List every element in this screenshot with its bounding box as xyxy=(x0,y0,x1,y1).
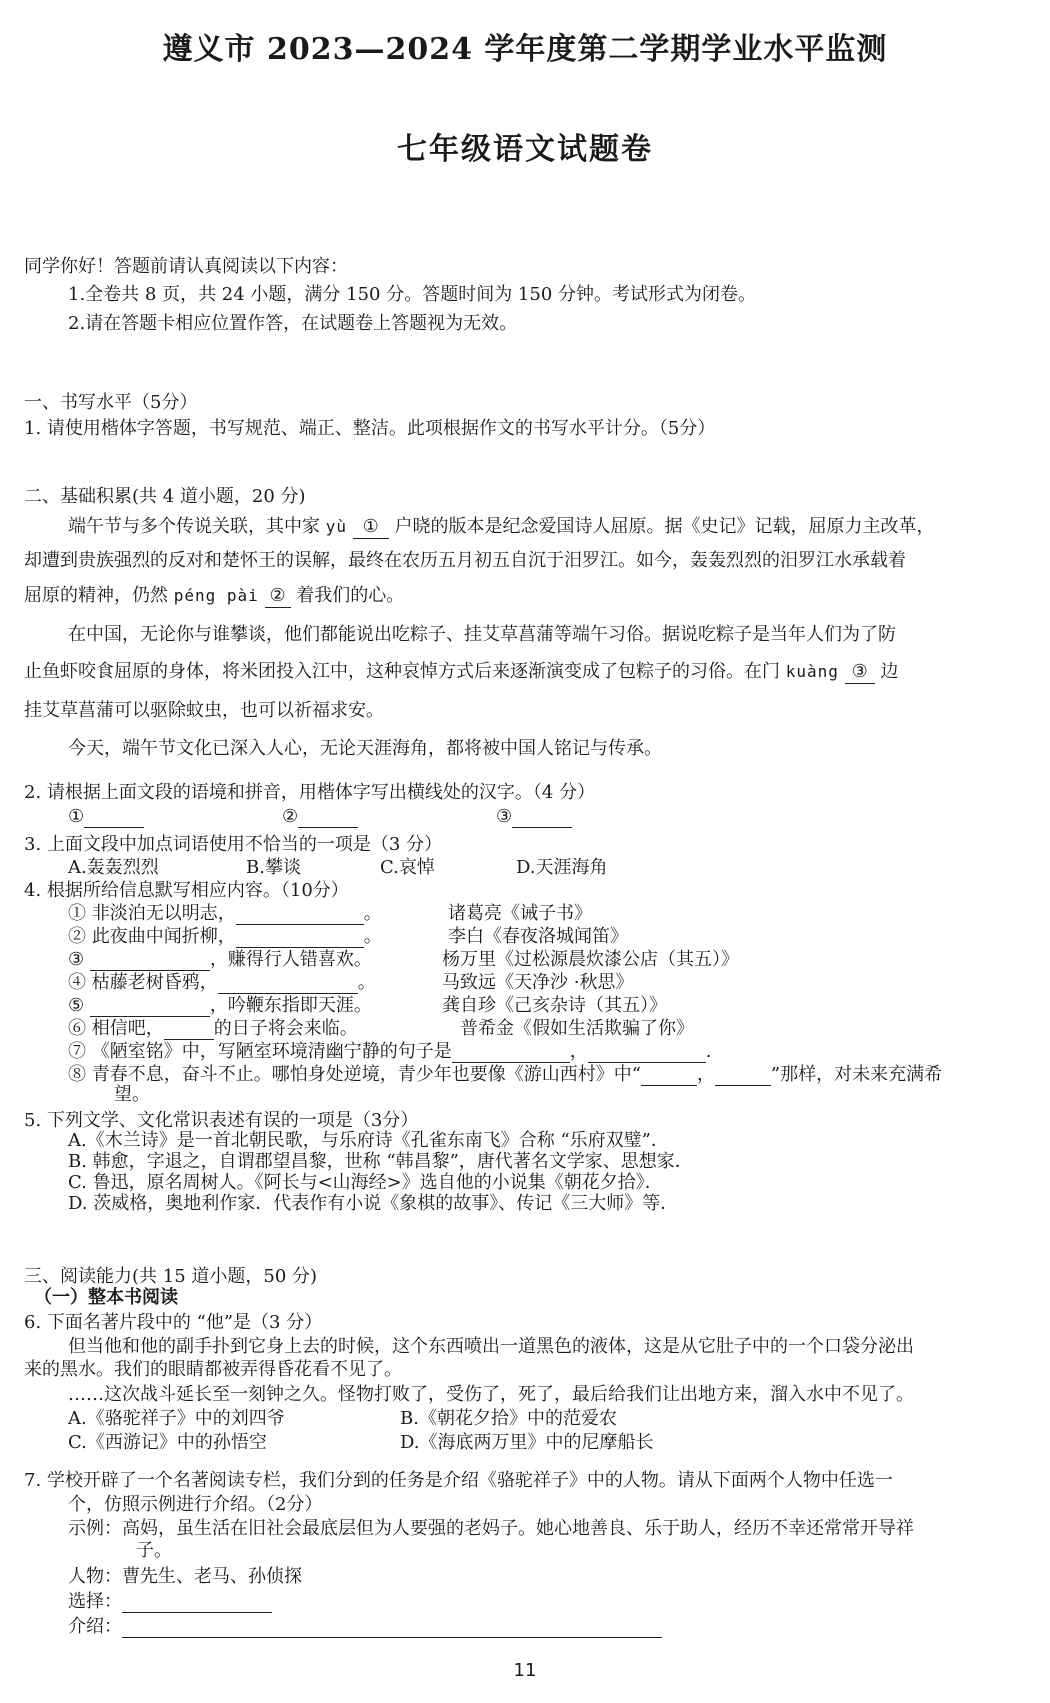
answer-line xyxy=(218,975,358,994)
item-text: ，赚得行人错喜欢。 xyxy=(209,949,372,970)
pinyin-blank-1: yù xyxy=(325,517,347,536)
q4-item-6 xyxy=(68,1018,358,1040)
passage-text: 着我们的心。 xyxy=(296,585,405,606)
passage-text: 户晓的版本是纪念爱国诗人屈原。据《史记》记载，屈原力主改革， xyxy=(394,516,935,537)
answer-line xyxy=(512,809,572,828)
q4-item-3 xyxy=(68,949,372,971)
item-text: ，吟鞭东指即天涯。 xyxy=(209,995,372,1016)
pinyin-blank-2: péng pài xyxy=(173,586,259,605)
pinyin-blank-3: kuàng xyxy=(785,662,839,681)
item-text: 相信吧， xyxy=(91,1018,164,1039)
q3-option-c: C.哀悼 xyxy=(380,857,435,878)
item-number: ⑥ xyxy=(68,1018,86,1039)
blank-2-marker: ② xyxy=(265,585,291,608)
passage-para1-line1 xyxy=(68,516,934,539)
q6-option-c: C.《西游记》中的孙悟空 xyxy=(68,1432,267,1453)
q3-option-b: B.攀谈 xyxy=(246,857,301,878)
q6-option-a: A.《骆驼祥子》中的刘四爷 xyxy=(68,1408,285,1429)
answer-line xyxy=(236,929,364,948)
passage-text: 边 xyxy=(880,661,899,682)
q6-option-d: D.《海底两万里》中的尼摩船长 xyxy=(400,1432,654,1453)
item-text: 。 xyxy=(357,972,376,993)
choose-label: 选择： xyxy=(68,1591,122,1612)
q5-option-d: D. 茨威格，奥地利作家．代表作有小说《象棋的故事》、传记《三大师》等． xyxy=(68,1193,679,1214)
answer-line xyxy=(84,809,144,828)
q4-item-8: ⑧ 青春不息，奋斗不止。哪怕身处逆境，青少年也要像《游山西村》中“ ， ”那样，对未来充满希 xyxy=(68,1064,943,1085)
notice-item-2: 2.请在答题卡相应位置作答，在试题卷上答题视为无效。 xyxy=(68,313,518,334)
q4-source-1: 诸葛亮《诫子书》 xyxy=(448,903,592,924)
page-number: 11 xyxy=(513,1660,537,1681)
subsection-whole-book-reading: （一）整本书阅读 xyxy=(34,1287,178,1308)
q3-option-d: D.天涯海角 xyxy=(516,857,608,878)
q4-source-6: 普希金《假如生活欺骗了你》 xyxy=(460,1018,694,1039)
section-2-heading: 二、基础积累(共 4 道小题，20 分) xyxy=(24,486,306,507)
question-6: 6. 下面名著片段中的 “他”是（3 分） xyxy=(24,1312,323,1333)
notice-item-1: 1.全卷共 8 页，共 24 小题，满分 150 分。答题时间为 150 分钟。考试形式为闭卷。 xyxy=(68,284,757,305)
question-1: 1. 请使用楷体字答题，书写规范、端正、整洁。此项根据作文的书写水平计分。（5分） xyxy=(24,418,716,439)
blank-3-marker: ③ xyxy=(845,661,875,684)
question-3: 3. 上面文段中加点词语使用不恰当的一项是（3 分） xyxy=(24,834,443,855)
item-text: 此夜曲中闻折柳， xyxy=(91,926,236,947)
q4-item-7: ⑦ 《陋室铭》中，写陋室环境清幽宁静的句子是 ， . xyxy=(68,1041,712,1062)
answer-line xyxy=(298,809,358,828)
q2-label-3: ③ xyxy=(496,806,513,827)
q2-label-1: ① xyxy=(68,806,85,827)
item-text: 非淡泊无以明志， xyxy=(91,903,236,924)
answer-line xyxy=(90,998,210,1017)
passage-para1-line2: 却遭到贵族强烈的反对和楚怀王的误解，最终在农历五月初五自沉于汨罗江。如今，轰轰烈烈的汨罗江水承载着 xyxy=(24,550,906,571)
q7-intro xyxy=(68,1616,662,1638)
passage-para2-line2 xyxy=(24,661,898,684)
question-4: 4. 根据所给信息默写相应内容。（10分） xyxy=(24,880,349,901)
item-text: 的日子将会来临。 xyxy=(213,1018,358,1039)
passage-text: 屈原的精神，仍然 xyxy=(24,585,168,606)
q4-item-8-cont: 望。 xyxy=(114,1084,150,1105)
passage-para2-line3: 挂艾草菖蒲可以驱除蚊虫，也可以祈福求安。 xyxy=(24,700,384,721)
exam-subtitle: 七年级语文试题卷 xyxy=(397,132,653,167)
passage-text: 端午节与多个传说关联，其中家 xyxy=(68,516,320,537)
intro-label: 介绍： xyxy=(68,1616,122,1637)
q7-people: 人物：曹先生、老马、孙侦探 xyxy=(68,1566,302,1587)
q2-answer-2 xyxy=(282,806,358,828)
item-number: ① xyxy=(68,903,86,924)
q3-option-a: A.轰轰烈烈 xyxy=(68,857,159,878)
item-number: ⑤ xyxy=(68,995,85,1016)
section-3-heading: 三、阅读能力(共 15 道小题，50 分) xyxy=(24,1266,318,1287)
q4-source-2: 李白《春夜洛城闻笛》 xyxy=(448,926,628,947)
answer-line xyxy=(452,1044,570,1063)
passage-para2-line1: 在中国，无论你与谁攀谈，他们都能说出吃粽子、挂艾草菖蒲等端午习俗。据说吃粽子是当年人们为了防 xyxy=(68,624,896,645)
passage-para3: 今天，端午节文化已深入人心，无论天涯海角，都将被中国人铭记与传承。 xyxy=(68,738,662,759)
q6-option-b: B.《朝花夕拾》中的范爱农 xyxy=(400,1408,617,1429)
question-7-line2: 个，仿照示例进行介绍。（2分） xyxy=(68,1494,323,1515)
q5-option-c: C. 鲁迅，原名周树人。《阿长与<山海经>》选自他的小说集《朝花夕拾》． xyxy=(68,1172,663,1193)
question-2: 2. 请根据上面文段的语境和拼音，用楷体字写出横线处的汉字。（4 分） xyxy=(24,782,596,803)
q4-item-4 xyxy=(68,972,376,994)
answer-line xyxy=(715,1067,771,1086)
exam-title: 遵义市 2023—2024 学年度第二学期学业水平监测 xyxy=(162,32,888,67)
q7-example-line2: 子。 xyxy=(136,1540,172,1561)
q4-source-3: 杨万里《过松源晨炊漆公店（其五）》 xyxy=(442,949,739,970)
q4-item-1 xyxy=(68,903,382,925)
q6-excerpt-line2: 来的黑水。我们的眼睛都被弄得昏花看不见了。 xyxy=(24,1359,402,1380)
item-text: ⑧ 青春不息，奋斗不止。哪怕身处逆境，青少年也要像《游山西村》中“ xyxy=(68,1064,641,1085)
answer-line xyxy=(90,952,210,971)
q5-option-a: A.《木兰诗》是一首北朝民歌，与乐府诗《孔雀东南飞》合称 “乐府双璧”． xyxy=(68,1130,669,1151)
passage-para1-line3 xyxy=(24,585,404,608)
blank-1-marker: ① xyxy=(353,516,389,539)
passage-text: 止鱼虾咬食屈原的身体，将米团投入江中，这种哀悼方式后来逐渐演变成了包粽子的习俗。在门 xyxy=(24,661,780,682)
q2-answer-3 xyxy=(496,806,572,828)
answer-line xyxy=(164,1021,214,1040)
item-text: 枯藤老树昏鸦， xyxy=(91,972,218,993)
item-number: ③ xyxy=(68,949,85,970)
item-number: ② xyxy=(68,926,86,947)
answer-line xyxy=(588,1044,706,1063)
q6-excerpt-line3: ……这次战斗延长至一刻钟之久。怪物打败了，受伤了，死了，最后给我们让出地方来，溜入水中不见了。 xyxy=(68,1384,914,1405)
answer-line xyxy=(641,1067,697,1086)
q7-example-line1: 示例：高妈，虽生活在旧社会最底层但为人要强的老妈子。她心地善良、乐于助人，经历不幸还常常开导祥 xyxy=(68,1518,914,1539)
q2-answer-1 xyxy=(68,806,144,828)
item-text: ⑦ 《陋室铭》中，写陋室环境清幽宁静的句子是 xyxy=(68,1041,452,1062)
q4-item-5 xyxy=(68,995,372,1017)
notice-greeting: 同学你好！答题前请认真阅读以下内容： xyxy=(24,256,348,277)
item-text: ”那样，对未来充满希 xyxy=(770,1064,943,1085)
q4-item-2 xyxy=(68,926,382,948)
item-text: 。 xyxy=(363,903,382,924)
choose-answer-line xyxy=(122,1594,272,1613)
section-1-heading: 一、书写水平（5分） xyxy=(24,392,198,413)
answer-line xyxy=(236,906,364,925)
q4-source-5: 龚自珍《己亥杂诗（其五）》 xyxy=(442,995,667,1016)
question-5: 5. 下列文学、文化常识表述有误的一项是（3分） xyxy=(24,1110,419,1131)
q7-choose xyxy=(68,1591,272,1613)
q2-label-2: ② xyxy=(282,806,299,827)
q4-source-4: 马致远《天净沙 ·秋思》 xyxy=(442,972,634,993)
q5-option-b: B. 韩愈，字退之，自谓郡望昌黎，世称 “韩昌黎”，唐代著名文学家、思想家． xyxy=(68,1151,693,1172)
item-text: 。 xyxy=(363,926,382,947)
item-number: ④ xyxy=(68,972,86,993)
intro-answer-line xyxy=(122,1619,662,1638)
q6-excerpt-line1: 但当他和他的副手扑到它身上去的时候，这个东西喷出一道黑色的液体，这是从它肚子中的一个口袋分泌出 xyxy=(68,1336,914,1357)
question-7-line1: 7. 学校开辟了一个名著阅读专栏，我们分到的任务是介绍《骆驼祥子》中的人物。请从下面两个人物中任选一 xyxy=(24,1470,893,1491)
